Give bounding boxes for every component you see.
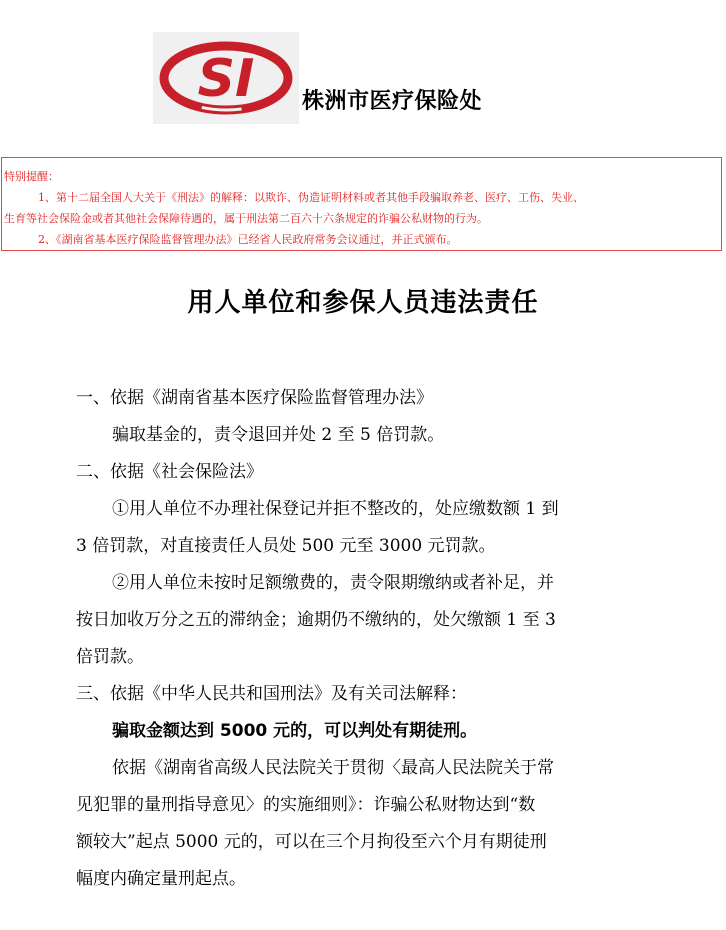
- notice-item-2: 2、《湖南省基本医疗保险监督管理办法》已经省人民政府常务会议通过，并正式颁布。: [38, 233, 458, 246]
- section-1-heading: 一、依据《湖南省基本医疗保险监督管理办法》: [76, 388, 433, 408]
- social-insurance-logo-icon: [153, 32, 299, 124]
- org-name: 株洲市医疗保险处: [302, 89, 483, 114]
- section-3-paragraph-line-2: 见犯罪的量刑指导意见〉的实施细则》：诈骗公私财物达到“数: [76, 795, 536, 815]
- page-title: 用人单位和参保人员违法责任: [187, 288, 539, 318]
- section-2-item-2-line-3: 倍罚款。: [76, 647, 144, 667]
- section-2-item-1-line-1: ①用人单位不办理社保登记并拒不整改的，处应缴数额 1 到: [112, 499, 559, 519]
- section-3-heading: 三、依据《中华人民共和国刑法》及有关司法解释：: [76, 684, 467, 704]
- section-3-paragraph-line-1: 依据《湖南省高级人民法院关于贯彻〈最高人民法院关于常: [112, 758, 554, 778]
- section-3-paragraph-line-3: 额较大”起点 5000 元的，可以在三个月拘役至六个月有期徒刑: [76, 832, 547, 852]
- section-1-paragraph: 骗取基金的，责令退回并处 2 至 5 倍罚款。: [112, 425, 445, 445]
- section-2-item-1-line-2: 3 倍罚款，对直接责任人员处 500 元至 3000 元罚款。: [76, 536, 496, 556]
- special-notice-box: [1, 157, 722, 251]
- notice-item-1-line-1: 1、第十二届全国人大关于《刑法》的解释：以欺诈、伪造证明材料或者其他手段骗取养老、医疗、工伤、失业、: [38, 191, 584, 204]
- main-content: [76, 380, 636, 898]
- notice-item-1-line-2: 生育等社会保险金或者其他社会保障待遇的，属于刑法第二百六十六条规定的诈骗公私财物的行为。: [4, 212, 488, 225]
- si-logo: [153, 32, 299, 124]
- section-3-bold-statement: 骗取金额达到 5000 元的，可以判处有期徒刑。: [112, 721, 478, 741]
- section-2-item-2-line-2: 按日加收万分之五的滞纳金；逾期仍不缴纳的，处欠缴额 1 至 3: [76, 610, 556, 630]
- notice-heading: 特别提醒：: [4, 170, 59, 183]
- svg-text:SI: SI: [197, 49, 255, 109]
- section-2-item-2-line-1: ②用人单位未按时足额缴费的，责令限期缴纳或者补足，并: [112, 573, 554, 593]
- section-2-heading: 二、依据《社会保险法》: [76, 462, 263, 482]
- section-3-paragraph-line-4: 幅度内确定量刑起点。: [76, 869, 246, 889]
